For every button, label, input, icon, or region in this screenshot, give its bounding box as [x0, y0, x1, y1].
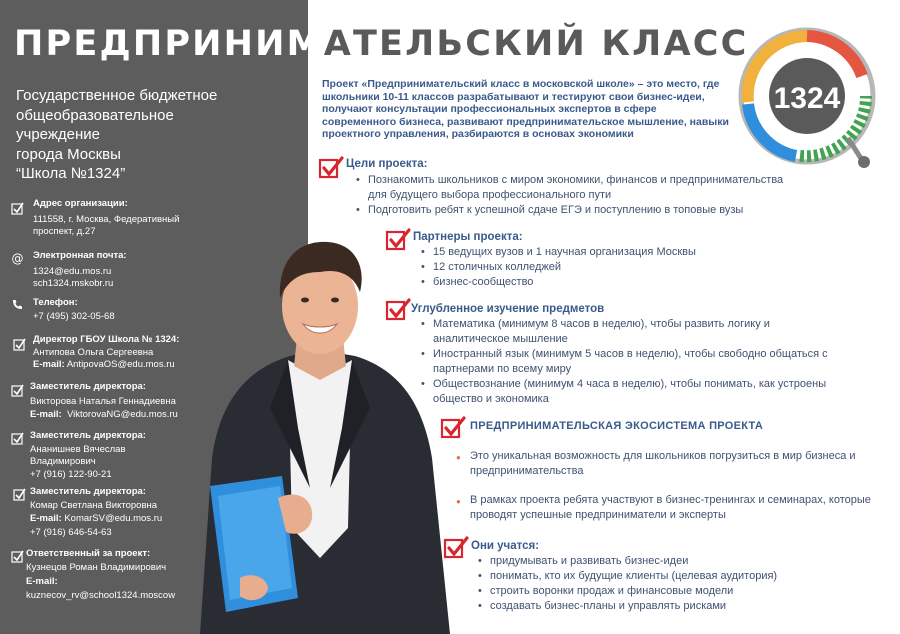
contact-value: KomarSV@edu.mos.ru [64, 513, 163, 524]
contact-label: Директор ГБОУ Школа № 1324: [33, 334, 180, 345]
contact-label: Заместитель директора: [30, 486, 146, 497]
list-item: • понимать, кто их будущие клиенты (целевая аудитория) [478, 569, 878, 584]
contact-value: +7 (916) 122-90-21 [30, 468, 112, 480]
contact-value: +7 (916) 646-54-63 [30, 526, 112, 538]
contact-label: Заместитель директора: [30, 381, 146, 392]
contact-value: kuznecov_rv@school1324.moscow [26, 589, 176, 601]
ecosystem-list [456, 449, 890, 537]
phone-icon [11, 298, 24, 311]
list-item: • 12 столичных колледжей [421, 260, 801, 275]
school-logo [736, 24, 878, 172]
contact-value: Викторова Наталья Геннадиевна [30, 395, 176, 407]
contact-value: 1324@edu.mos.ru [33, 265, 112, 277]
check-icon [11, 432, 24, 445]
contact-email [33, 250, 127, 291]
contact-value: Ананишнев Вячеслав [30, 443, 126, 455]
contact-responsible [26, 548, 175, 602]
school-line: “Школа №1324” [16, 165, 126, 182]
contact-value: sch1324.mskobr.ru [33, 278, 114, 289]
ecosystem-heading: ПРЕДПРИНИМАТЕЛЬСКАЯ ЭКОСИСТЕМА ПРОЕКТА [470, 420, 764, 432]
page-title [14, 24, 749, 64]
contact-deputy-2 [30, 430, 146, 481]
partners-heading: Партнеры проекта: [413, 231, 523, 243]
contact-label: Адрес организации: [33, 198, 128, 209]
school-name [16, 86, 286, 184]
partners-list [421, 245, 801, 290]
list-item: • Иностранный язык (минимум 5 часов в неделю), чтобы свободно общаться с партнерами по всему миру [421, 347, 831, 377]
email-label: E-mail: [30, 513, 62, 524]
list-item: • строить воронки продаж и финансовые модели [478, 584, 878, 599]
contact-address [33, 198, 179, 239]
list-item: • придумывать и развивать бизнес-идеи [478, 554, 878, 569]
check-icon [11, 550, 24, 563]
contact-value: AntipovaOS@edu.mos.ru [66, 359, 175, 370]
contact-value: +7 (495) 302-05-68 [33, 310, 115, 322]
checkbox-icon [443, 536, 469, 560]
contact-label: Электронная почта: [33, 250, 127, 261]
email-label: E-mail: [30, 409, 62, 420]
contact-value: Владимирович [30, 456, 96, 467]
list-item: • бизнес-сообщество [421, 275, 801, 290]
intro-paragraph: Проект «Предпринимательский класс в московской школе» – это место, где школьники 10-11 классов разрабатывают и тестируют свои бизнес-идеи, получают консультации профессиональных экспертов в сфере современного бизнеса, развивают предпринимательское мышление, навыки проектного управления, разбираются в основах экономики [322, 78, 729, 140]
school-line: общеобразовательное [16, 106, 174, 124]
list-item: • Познакомить школьников с миром экономики, финансов и предпринимательства для будущего выбора профессионального пути [356, 173, 796, 203]
contact-value: Кузнецов Роман Владимирович [26, 561, 167, 573]
contact-deputy-1 [30, 381, 178, 422]
list-item: • Математика (минимум 8 часов в неделю), чтобы развить логику и аналитическое мышление [421, 317, 831, 347]
list-item: • Подготовить ребят к успешной сдаче ЕГЭ и поступлению в топовые вузы [356, 203, 796, 218]
learn-list [478, 554, 878, 614]
email-label: E-mail: [26, 576, 58, 587]
list-item: ● В рамках проекта ребята участвуют в бизнес-тренингах и семинарах, которые проводят успешные предприниматели и эксперты [456, 493, 890, 523]
checkbox-icon [385, 228, 411, 252]
subjects-list [421, 317, 831, 407]
title-part-dark: АТЕЛЬСКИЙ КЛАСС [323, 24, 749, 64]
subjects-heading: Углубленное изучение предметов [411, 303, 605, 315]
svg-text:@: @ [11, 252, 24, 265]
list-item: • создавать бизнес-планы и управлять рисками [478, 599, 878, 614]
school-line: Государственное бюджетное [16, 87, 218, 104]
checkbox-icon [440, 416, 466, 440]
checkbox-icon [385, 298, 411, 322]
contact-value: Комар Светлана Викторовна [30, 499, 158, 511]
list-item: ● Это уникальная возможность для школьников погрузиться в мир бизнеса и предпринимательства [456, 449, 890, 479]
goals-heading: Цели проекта: [346, 158, 428, 170]
contact-value: ViktorovaNG@edu.mos.ru [66, 409, 178, 420]
contact-value: 111558, г. Москва, Федеративный [33, 213, 180, 225]
goals-list [356, 173, 796, 218]
checkbox-icon [318, 156, 344, 180]
contact-label: Заместитель директора: [30, 430, 146, 441]
logo-number: 1324 [773, 82, 841, 115]
at-icon [11, 252, 24, 265]
title-part-light: ПРЕДПРИНИМ [14, 24, 324, 64]
contact-phone [33, 297, 115, 323]
check-icon [13, 488, 26, 501]
check-icon [11, 384, 24, 397]
learn-heading: Они учатся: [471, 540, 540, 552]
contact-label: Телефон: [33, 297, 78, 308]
contact-value: Антипова Ольга Сергеевна [33, 346, 154, 358]
contact-deputy-3 [30, 486, 162, 539]
check-icon [11, 202, 24, 215]
school-line: учреждение [16, 126, 100, 143]
contact-value: проспект, д.27 [33, 226, 96, 237]
contact-label: Ответственный за проект: [26, 548, 151, 559]
check-icon [13, 338, 26, 351]
school-line: города Москвы [16, 145, 121, 163]
student-photo [170, 228, 460, 634]
list-item: • Обществознание (минимум 4 часа в неделю), чтобы понимать, как устроены общество и экономика [421, 377, 831, 407]
list-item: • 15 ведущих вузов и 1 научная организация Москвы [421, 245, 801, 260]
email-label: E-mail: [33, 359, 65, 370]
contact-director [33, 334, 179, 372]
